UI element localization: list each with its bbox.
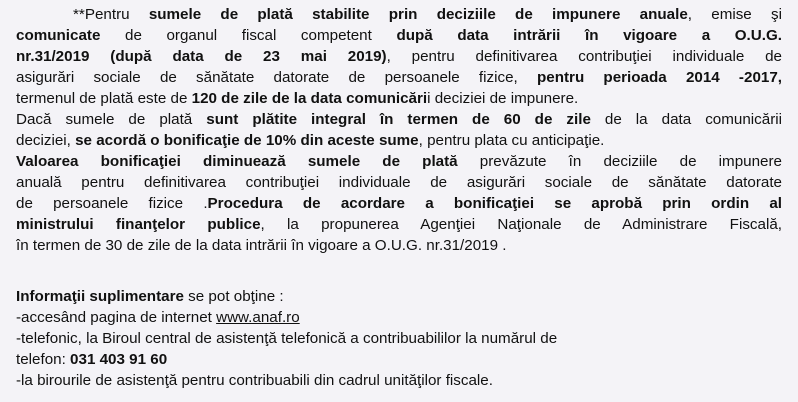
text-line: anuală pentru definitivarea contribuţiei individuale de asigurări sociale de sănătate datorate [16, 174, 782, 191]
bold-text: se acordă o bonificaţie de 10% din aceste sume [75, 132, 419, 149]
bold-text: după data intrării în vigoare a O.U.G. [396, 27, 782, 44]
text-run: telefon: [16, 351, 71, 368]
text-run: se pot obţine : [183, 288, 284, 305]
bold-text: comunicate [16, 27, 101, 44]
text-line [16, 307, 782, 328]
text-run: , pentru plata cu anticipaţie. [418, 132, 605, 149]
bold-text: nr.31/2019 (după data de 23 mai 2019) [16, 48, 387, 65]
paragraph-payment-deadline [16, 4, 782, 109]
text-run: , la propunerea Agenţiei Naţionale de Administrare Fiscală, [260, 216, 782, 233]
text-run: , pentru definitivarea contribuţiei individuale de [386, 48, 782, 65]
text-run: i deciziei de impunere. [427, 90, 579, 107]
text-line [16, 193, 782, 214]
paragraph-bonus-procedure [16, 151, 782, 256]
bold-text: 120 de zile de la data comunicări [191, 90, 428, 107]
text-run: -accesând pagina de internet [16, 309, 217, 326]
text-run: de organul fiscal competent [100, 27, 397, 44]
text-line [16, 286, 782, 307]
text-line [16, 214, 782, 235]
text-line: în termen de 30 de zile de la data intrării în vigoare a O.U.G. nr.31/2019 . [16, 237, 507, 254]
section-heading: Informaţii suplimentare [16, 288, 184, 305]
bold-text: pentru perioada 2014 -2017, [536, 69, 782, 86]
text-line [16, 151, 782, 172]
text-line [16, 349, 782, 370]
text-run: prevăzute în deciziile de impunere [457, 153, 782, 170]
bold-text: ministrului finanţelor publice [16, 216, 261, 233]
text-line [16, 130, 782, 151]
paragraph-additional-info [16, 286, 782, 391]
bold-text: sunt plătite integral în termen de 60 de zile [206, 111, 591, 128]
text-run: **Pentru [73, 6, 149, 23]
text-run: termenul de plată este de [16, 90, 192, 107]
text-run: Dacă sumele de plată [16, 111, 207, 128]
text-line [16, 67, 782, 88]
text-run: de persoanele fizice . [16, 195, 208, 212]
text-line: -la birourile de asistenţă pentru contribuabili din cadrul unităţilor fiscale. [16, 372, 493, 389]
text-line [16, 4, 782, 25]
bold-text: Procedura de acordare a bonificaţiei se aprobă prin ordin al [207, 195, 782, 212]
text-run: asigurări sociale de sănătate datorate de persoanele fizice, [16, 69, 537, 86]
text-run: , emise şi [687, 6, 782, 23]
paragraph-bonus-condition [16, 109, 782, 151]
text-line [16, 25, 782, 46]
text-line: -telefonic, la Biroul central de asistenţă telefonică a contribuabililor la numărul de [16, 330, 558, 347]
text-run: deciziei, [16, 132, 76, 149]
text-line [16, 109, 782, 130]
phone-number: 031 403 91 60 [70, 351, 168, 368]
bold-text: sumele de plată stabilite prin deciziile de impunere anuale [148, 6, 688, 23]
website-link[interactable]: www.anaf.ro [216, 309, 300, 326]
text-line [16, 88, 782, 109]
text-line [16, 46, 782, 67]
bold-text: Valoarea bonificaţiei diminuează sumele de plată [16, 153, 458, 170]
text-run: de la data comunicării [590, 111, 782, 128]
